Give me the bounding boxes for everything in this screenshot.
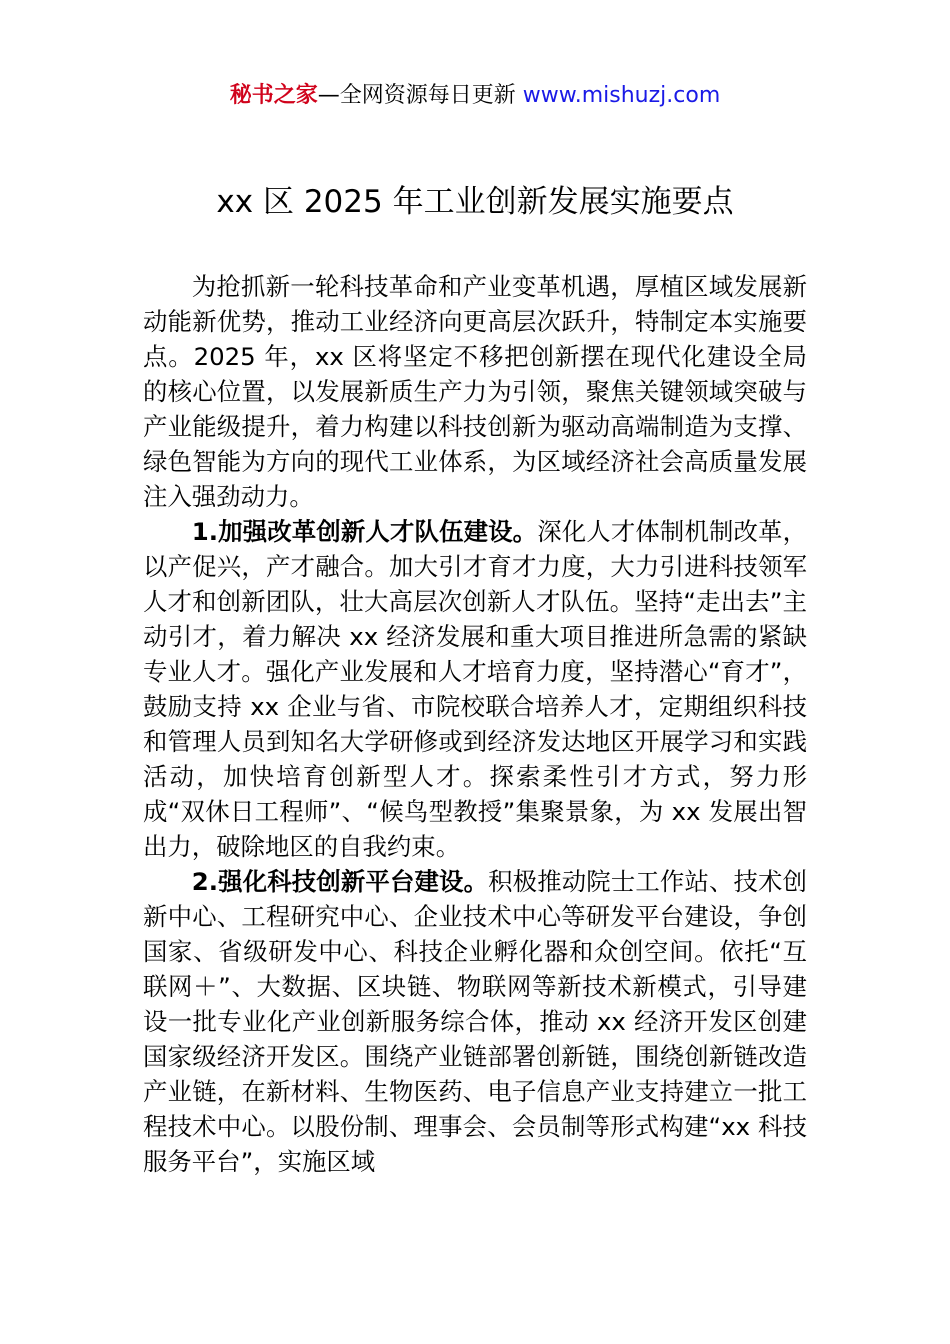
document-title: xx 区 2025 年工业创新发展实施要点: [216, 184, 734, 220]
site-url-link[interactable]: www.mishuzj.com: [522, 83, 721, 108]
intro-paragraph: 为抢抓新一轮科技革命和产业变革机遇，厚植区域发展新动能新优势，推动工业经济向更高层次跃升，特制定本实施要点。2025 年，xx 区将坚定不移把创新摆在现代化建设全局的核心位置，以发展新质生产力为引领，聚焦关键领域突破与产业能级提升，着力构建以科技创新为驱动高端制造为支撑、绿色智能为方向的现代工业体系，为区域经济社会高质量发展注入强劲动力。: [143, 272, 807, 511]
site-header: [0, 80, 950, 112]
site-brand: 秘书之家: [229, 83, 318, 108]
section-heading-2: 2.强化科技创新平台建设。: [191, 867, 489, 896]
section-heading-1: 1.加强改革创新人才队伍建设。: [191, 517, 538, 546]
section-paragraph-2: [143, 864, 807, 1179]
section-paragraph-1: [143, 514, 807, 864]
section-text-2: 积极推动院士工作站、技术创新中心、工程研究中心、企业技术中心等研发平台建设，争创国家、省级研发中心、科技企业孵化器和众创空间。依托“互联网＋”、大数据、区块链、物联网等新技术新模式，引导建设一批专业化产业创新服务综合体，推动 xx 经济开发区创建国家级经济开发区。围绕产业链部署创新链，围绕创新链改造产业链，在新材料、生物医药、电子信息产业支持建立一批工程技术中心。以股份制、理事会、会员制等形式构建“xx 科技服务平台”，实施区域: [143, 867, 807, 1176]
section-text-1: 深化人才体制机制改革，以产促兴，产才融合。加大引才育才力度，大力引进科技领军人才和创新团队，壮大高层次创新人才队伍。坚持“走出去”主动引才，着力解决 xx 经济发展和重大项目推进所急需的紧缺专业人才。强化产业发展和人才培育力度，坚持潜心“育才”，鼓励支持 xx 企业与省、市院校联合培养人才，定期组织科技和管理人员到知名大学研修或到经济发达地区开展学习和实践活动，加快培育创新型人才。探索柔性引才方式，努力形成“双休日工程师”、“候鸟型教授”集聚景象，为 xx 发展出智出力，破除地区的自我约束。: [143, 517, 807, 861]
site-slogan: —全网资源每日更新: [317, 83, 523, 108]
document-body: [143, 269, 807, 1179]
